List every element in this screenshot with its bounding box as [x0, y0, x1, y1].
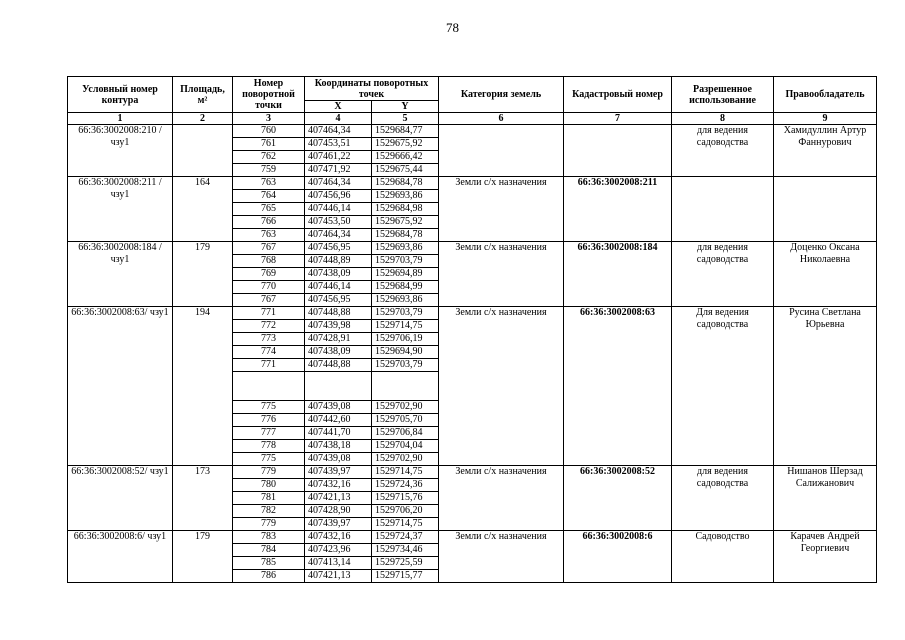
- point-number: 780: [233, 479, 305, 492]
- point-number: 775: [233, 401, 305, 414]
- table-body: [68, 125, 877, 583]
- coord-x: 407439,97: [305, 466, 372, 479]
- permitted-use: Садоводство: [672, 531, 774, 583]
- header-point: Номер поворотной точки: [233, 77, 305, 113]
- coord-y: 1529715,77: [372, 570, 439, 583]
- permitted-use: Для ведения садоводства: [672, 307, 774, 466]
- column-number: 1: [68, 113, 173, 125]
- point-number: 760: [233, 125, 305, 138]
- coord-y: 1529714,75: [372, 518, 439, 531]
- point-number: 782: [233, 505, 305, 518]
- point-number: 775: [233, 453, 305, 466]
- cadastral-number: 66:36:3002008:6: [564, 531, 672, 583]
- coord-x: 407464,34: [305, 125, 372, 138]
- cadastral-number: [564, 125, 672, 177]
- owner-name: Нишанов Шерзад Салижанович: [774, 466, 877, 531]
- permitted-use: [672, 177, 774, 242]
- coord-y: 1529675,92: [372, 216, 439, 229]
- coord-y: 1529724,37: [372, 531, 439, 544]
- coord-y: 1529675,92: [372, 138, 439, 151]
- point-number: 771: [233, 307, 305, 320]
- coord-y: 1529684,78: [372, 177, 439, 190]
- coord-y: 1529694,89: [372, 268, 439, 281]
- land-category: [439, 125, 564, 177]
- land-category: Земли с/х назначения: [439, 466, 564, 531]
- area-value: 179: [173, 531, 233, 583]
- coord-x: 407453,51: [305, 138, 372, 151]
- point-number: 770: [233, 281, 305, 294]
- coord-y: 1529703,79: [372, 255, 439, 268]
- point-number: 786: [233, 570, 305, 583]
- owner-name: Карачев Андрей Георгиевич: [774, 531, 877, 583]
- coord-x: 407439,97: [305, 518, 372, 531]
- point-number: 783: [233, 531, 305, 544]
- point-number: 779: [233, 466, 305, 479]
- column-number: 8: [672, 113, 774, 125]
- point-number: 771: [233, 359, 305, 372]
- owner-name: Доценко Оксана Николаевна: [774, 242, 877, 307]
- coord-y: 1529693,86: [372, 294, 439, 307]
- point-number: 778: [233, 440, 305, 453]
- land-category: Земли с/х назначения: [439, 307, 564, 466]
- contour-id: 66:36:3002008:184 /чзу1: [68, 242, 173, 307]
- header-area: Площадь, м²: [173, 77, 233, 113]
- point-number: 767: [233, 294, 305, 307]
- land-category: Земли с/х назначения: [439, 531, 564, 583]
- coord-y: 1529705,70: [372, 414, 439, 427]
- point-number: 762: [233, 151, 305, 164]
- coord-y: 1529714,75: [372, 320, 439, 333]
- table-row: [68, 466, 877, 479]
- coord-x: 407421,13: [305, 570, 372, 583]
- point-number: 774: [233, 346, 305, 359]
- header-owner: Правообладатель: [774, 77, 877, 113]
- coord-x: 407446,14: [305, 281, 372, 294]
- point-number: 765: [233, 203, 305, 216]
- coord-x: 407439,08: [305, 453, 372, 466]
- coord-x: 407439,98: [305, 320, 372, 333]
- land-category: Земли с/х назначения: [439, 242, 564, 307]
- coord-x: 407441,70: [305, 427, 372, 440]
- header-usage: Разрешенное использование: [672, 77, 774, 113]
- point-number: 768: [233, 255, 305, 268]
- point-number: 763: [233, 177, 305, 190]
- coord-x: 407456,95: [305, 242, 372, 255]
- contour-id: 66:36:3002008:52/ чзу1: [68, 466, 173, 531]
- header-cadastral: Кадастровый номер: [564, 77, 672, 113]
- table-row: [68, 242, 877, 255]
- point-number: [233, 372, 305, 401]
- cadastral-number: 66:36:3002008:52: [564, 466, 672, 531]
- owner-name: Хамидуллин Артур Фаннурович: [774, 125, 877, 177]
- point-number: 759: [233, 164, 305, 177]
- area-value: 164: [173, 177, 233, 242]
- coord-y: 1529706,20: [372, 505, 439, 518]
- coord-y: 1529704,04: [372, 440, 439, 453]
- cadastral-number: 66:36:3002008:184: [564, 242, 672, 307]
- point-number: 776: [233, 414, 305, 427]
- coord-x: 407456,96: [305, 190, 372, 203]
- owner-name: [774, 177, 877, 242]
- coord-y: 1529684,77: [372, 125, 439, 138]
- header-y: Y: [372, 101, 439, 113]
- contour-id: 66:36:3002008:211 /чзу1: [68, 177, 173, 242]
- coord-x: 407432,16: [305, 479, 372, 492]
- point-number: 769: [233, 268, 305, 281]
- area-value: 173: [173, 466, 233, 531]
- coord-y: 1529725,59: [372, 557, 439, 570]
- coord-y: 1529693,86: [372, 242, 439, 255]
- coord-x: 407421,13: [305, 492, 372, 505]
- coord-y: [372, 372, 439, 401]
- coord-x: 407439,08: [305, 401, 372, 414]
- point-number: 763: [233, 229, 305, 242]
- coord-x: 407413,14: [305, 557, 372, 570]
- coord-y: 1529702,90: [372, 401, 439, 414]
- header-x: X: [305, 101, 372, 113]
- coord-x: 407438,09: [305, 346, 372, 359]
- land-category: Земли с/х назначения: [439, 177, 564, 242]
- coord-y: 1529724,36: [372, 479, 439, 492]
- point-number: 764: [233, 190, 305, 203]
- coord-x: [305, 372, 372, 401]
- coord-x: 407471,92: [305, 164, 372, 177]
- coord-y: 1529684,98: [372, 203, 439, 216]
- point-number: 784: [233, 544, 305, 557]
- coord-x: 407438,09: [305, 268, 372, 281]
- contour-id: 66:36:3002008:63/ чзу1: [68, 307, 173, 466]
- coord-x: 407448,88: [305, 307, 372, 320]
- point-number: 761: [233, 138, 305, 151]
- column-number: 9: [774, 113, 877, 125]
- coord-y: 1529715,76: [372, 492, 439, 505]
- coord-x: 407432,16: [305, 531, 372, 544]
- column-number: 2: [173, 113, 233, 125]
- area-value: 179: [173, 242, 233, 307]
- coord-x: 407464,34: [305, 229, 372, 242]
- coord-y: 1529693,86: [372, 190, 439, 203]
- point-number: 772: [233, 320, 305, 333]
- area-value: 194: [173, 307, 233, 466]
- coord-y: 1529684,78: [372, 229, 439, 242]
- coord-y: 1529675,44: [372, 164, 439, 177]
- coord-x: 407428,91: [305, 333, 372, 346]
- table-row: [68, 125, 877, 138]
- coord-x: 407448,89: [305, 255, 372, 268]
- coord-y: 1529666,42: [372, 151, 439, 164]
- coord-y: 1529734,46: [372, 544, 439, 557]
- permitted-use: для ведения садоводства: [672, 125, 774, 177]
- coord-x: 407423,96: [305, 544, 372, 557]
- coord-x: 407456,95: [305, 294, 372, 307]
- table-row: [68, 177, 877, 190]
- point-number: 777: [233, 427, 305, 440]
- table-row: [68, 531, 877, 544]
- coord-x: 407428,90: [305, 505, 372, 518]
- land-plots-table: [67, 76, 877, 583]
- contour-id: 66:36:3002008:6/ чзу1: [68, 531, 173, 583]
- owner-name: Русина Светлана Юрьевна: [774, 307, 877, 466]
- coord-y: 1529703,79: [372, 307, 439, 320]
- coord-x: 407446,14: [305, 203, 372, 216]
- point-number: 767: [233, 242, 305, 255]
- contour-id: 66:36:3002008:210 /чзу1: [68, 125, 173, 177]
- header-category: Категория земель: [439, 77, 564, 113]
- cadastral-number: 66:36:3002008:211: [564, 177, 672, 242]
- column-number: 5: [372, 113, 439, 125]
- column-number: 3: [233, 113, 305, 125]
- point-number: 781: [233, 492, 305, 505]
- table-row: [68, 307, 877, 320]
- page-number: 78: [446, 20, 459, 35]
- cadastral-number: 66:36:3002008:63: [564, 307, 672, 466]
- point-number: 779: [233, 518, 305, 531]
- column-number: 6: [439, 113, 564, 125]
- point-number: 785: [233, 557, 305, 570]
- area-value: [173, 125, 233, 177]
- point-number: 766: [233, 216, 305, 229]
- header-contour: Условный номер контура: [68, 77, 173, 113]
- coord-x: 407464,34: [305, 177, 372, 190]
- coord-x: 407453,50: [305, 216, 372, 229]
- point-number: 773: [233, 333, 305, 346]
- coord-y: 1529706,84: [372, 427, 439, 440]
- coord-y: 1529706,19: [372, 333, 439, 346]
- permitted-use: для ведения садоводства: [672, 242, 774, 307]
- coord-x: 407461,22: [305, 151, 372, 164]
- coord-y: 1529702,90: [372, 453, 439, 466]
- permitted-use: для ведения садоводства: [672, 466, 774, 531]
- header-coords: Координаты поворотных точек: [305, 77, 439, 101]
- column-number: 7: [564, 113, 672, 125]
- coord-x: 407442,60: [305, 414, 372, 427]
- coord-y: 1529714,75: [372, 466, 439, 479]
- coord-x: 407438,18: [305, 440, 372, 453]
- column-numbers-row: [68, 113, 877, 125]
- column-number: 4: [305, 113, 372, 125]
- coord-y: 1529694,90: [372, 346, 439, 359]
- coord-x: 407448,88: [305, 359, 372, 372]
- coord-y: 1529703,79: [372, 359, 439, 372]
- coord-y: 1529684,99: [372, 281, 439, 294]
